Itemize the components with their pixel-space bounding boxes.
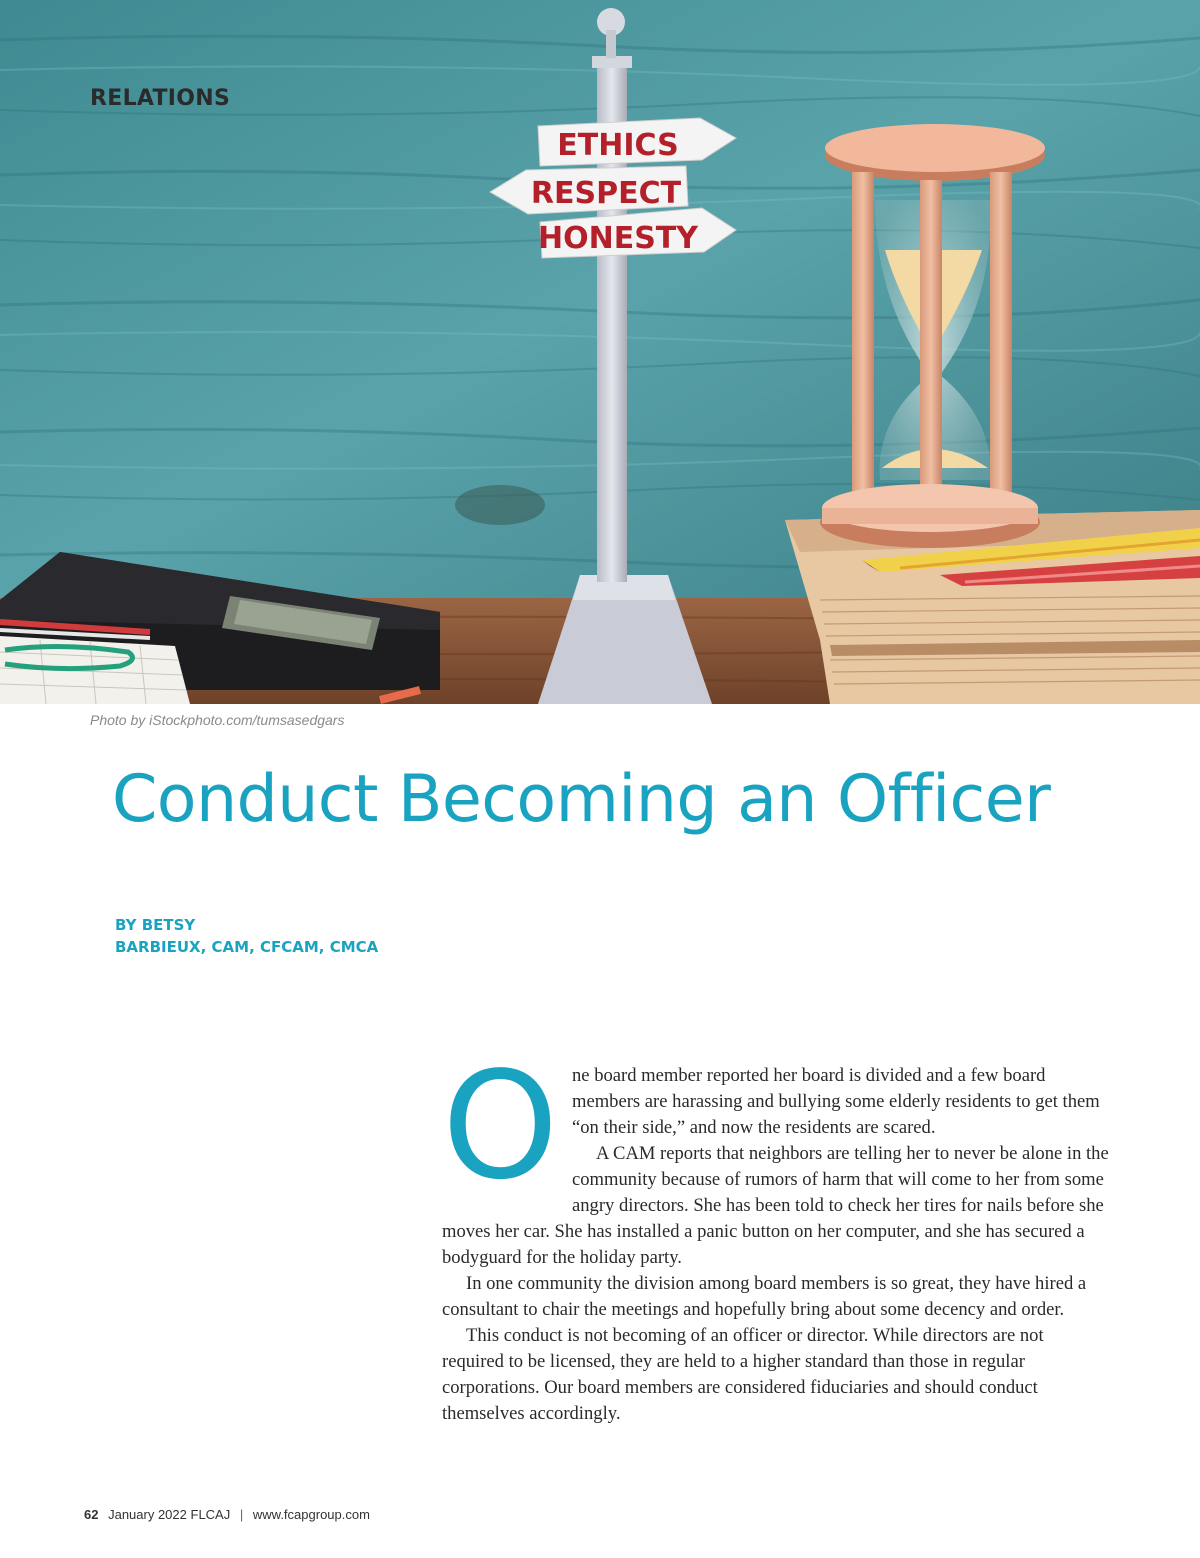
byline (115, 914, 378, 958)
issue-date: January 2022 (108, 1507, 187, 1522)
hourglass (820, 124, 1045, 548)
website-link[interactable]: www.fcapgroup.com (252, 1507, 370, 1522)
byline-line-1: BY BETSY (115, 916, 196, 934)
svg-text:ETHICS: ETHICS (557, 128, 679, 163)
section-label: RELATIONS (90, 86, 231, 111)
page-number: 62 (84, 1507, 99, 1522)
paragraph-2: A CAM reports that neighbors are telling her to never be alone in the community because of rumors of harm that will come to her from some angry directors. She has been told to check her tires for nails before she moves her car. She has installed a panic button on her computer, and she has secured a bodyguard for the holiday party. (442, 1143, 1109, 1268)
hero-photo (0, 0, 1200, 704)
photo-credit: Photo by iStockphoto.com/tumsasedgars (90, 712, 345, 728)
svg-text:HONESTY: HONESTY (537, 221, 699, 256)
article-title: Conduct Becoming an Officer (112, 762, 1051, 837)
drop-cap: O (442, 1040, 559, 1212)
paragraph-3: In one community the division among board members is so great, they have hired a consultant to chair the meetings and hopefully bring about some decency and order. (442, 1273, 1087, 1320)
footer-separator: | (239, 1507, 244, 1522)
page-footer (84, 1507, 370, 1522)
svg-text:RESPECT: RESPECT (530, 176, 682, 211)
paragraph-1: ne board member reported her board is divided and a few board members are harassing and bullying some elderly residents to get them “on their side,” and now the residents are scared. (572, 1065, 1100, 1138)
publication-name: FLCAJ (190, 1507, 231, 1522)
byline-line-2: BARBIEUX, CAM, CFCAM, CMCA (115, 938, 379, 956)
paragraph-4: This conduct is not becoming of an officer or director. While directors are not required to be licensed, they are held to a higher standard than those in regular corporations. Our board members are considered fiduciaries and should conduct themselves accordingly. (442, 1325, 1044, 1424)
article-body (442, 1040, 1110, 1427)
